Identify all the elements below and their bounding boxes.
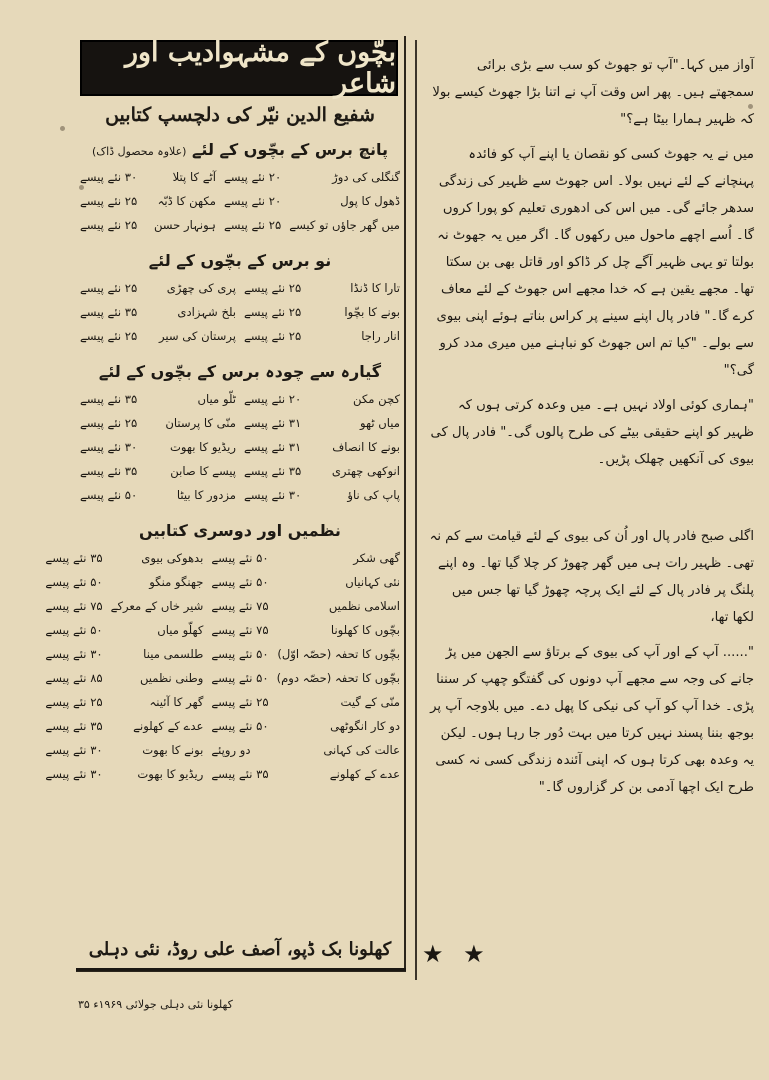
book-title: بونے کا انصاف bbox=[332, 440, 400, 454]
book-price: ۵۰ نئے پیسے bbox=[211, 575, 269, 589]
book-title: بلخ شہزادی bbox=[177, 305, 237, 319]
book-price: ۲۰ نئے پیسے bbox=[223, 170, 282, 184]
book-title: انوکھی چھتری bbox=[331, 464, 400, 478]
book-price: ۲۰ نئے پیسے bbox=[223, 194, 282, 208]
book-price: ۲۵ نئے پیسے bbox=[244, 305, 302, 319]
book-title: ڈھول کا پول bbox=[340, 194, 400, 208]
book-advertisement bbox=[45, 36, 406, 972]
book-price: ۷۵ نئے پیسے bbox=[211, 623, 269, 637]
book-row bbox=[76, 324, 404, 348]
book-row bbox=[76, 276, 404, 300]
book-price: دو روپئے bbox=[211, 743, 251, 757]
section-title bbox=[76, 140, 404, 159]
book-row bbox=[41, 546, 404, 570]
book-price: ۳۱ نئے پیسے bbox=[244, 440, 302, 454]
end-stars: ★ ★ bbox=[422, 940, 491, 968]
book-title: پاپ کی ناؤ bbox=[347, 488, 400, 502]
column-divider bbox=[415, 40, 417, 980]
book-row bbox=[41, 594, 404, 618]
book-row bbox=[76, 300, 404, 324]
book-row bbox=[76, 213, 404, 237]
book-row bbox=[76, 165, 404, 189]
book-price: ۵۰ نئے پیسے bbox=[211, 647, 269, 661]
story-column bbox=[428, 52, 754, 982]
section-title-text: نظمیں اور دوسری کتابیں bbox=[139, 521, 341, 540]
book-title: پری کی چھڑی bbox=[166, 281, 237, 295]
book-title: گھی شکر bbox=[353, 551, 400, 565]
book-title: بچّوں کا تحفہ (حصّہ اوّل) bbox=[277, 647, 400, 661]
book-price: ۳۵ نئے پیسے bbox=[80, 392, 138, 406]
book-price: ۵۰ نئے پیسے bbox=[45, 623, 103, 637]
book-price: ۲۵ نئے پیسے bbox=[80, 218, 138, 232]
book-row bbox=[41, 738, 404, 762]
story-paragraph: اگلی صبح فادر پال اور اُن کی بیوی کے لئے قیامت سے کم نہ تھی۔ ظہیر رات ہی میں گھر چھوڑ کر چلا گیا تھا۔ وہ اپنے پلنگ پر فادر پال کے لئے ایک پرچہ چھوڑ گیا تھا جس میں لکھا تھا، bbox=[429, 529, 754, 625]
section-note: (علاوہ محصول ڈاک) bbox=[92, 145, 187, 158]
book-row bbox=[41, 762, 404, 786]
ad-header: بچّوں کے مشہوادیب اور شاعر bbox=[80, 40, 398, 96]
book-price: ۳۵ نئے پیسے bbox=[80, 464, 138, 478]
publisher-address: کھلونا بک ڈپو، آصف علی روڈ، نئی دہلی bbox=[88, 939, 392, 960]
book-title: آٹے کا پتلا bbox=[172, 170, 216, 184]
book-title: ہونہار حسن bbox=[153, 218, 216, 232]
book-row bbox=[41, 714, 404, 738]
book-price: ۵۰ نئے پیسے bbox=[45, 575, 103, 589]
book-title: بونے کا بھوت bbox=[142, 743, 204, 757]
book-price: ۳۱ نئے پیسے bbox=[244, 416, 302, 430]
book-list bbox=[76, 276, 404, 348]
book-price: ۳۰ نئے پیسے bbox=[45, 767, 103, 781]
book-price: ۳۵ نئے پیسے bbox=[211, 767, 269, 781]
book-price: ۲۵ نئے پیسے bbox=[223, 218, 282, 232]
book-title: ٹلّو میاں bbox=[197, 392, 237, 406]
book-price: ۲۵ نئے پیسے bbox=[80, 416, 138, 430]
book-title: ریڈیو کا بھوت bbox=[169, 440, 237, 454]
book-row bbox=[76, 189, 404, 213]
book-price: ۲۵ نئے پیسے bbox=[211, 695, 269, 709]
book-price: ۳۵ نئے پیسے bbox=[80, 305, 138, 319]
book-price: ۳۰ نئے پیسے bbox=[45, 743, 103, 757]
section-title bbox=[76, 362, 404, 381]
book-title: بونے کا بچّوا bbox=[344, 305, 400, 319]
story-paragraph: میں نے یہ جھوٹ کسی کو نقصان یا اپنے آپ کو فائدہ پہنچانے کے لئے نہیں بولا۔ اس جھوٹ سے ظہیر کی زندگی سدھر جائے گی۔ میں اس کی ادھوری تعلیم کو پورا کروں گا۔ اُسے اچھے ماحول میں رکھوں گا۔ اگر میں یہ جھوٹ نہ بولتا تو یہی ظہیر آگے چل کر ڈاکو اور قاتل بھی بن سکتا تھا۔ مجھے یقین ہے کہ خدا مجھے اس جھوٹ کے لئے معاف کرے گا۔" فادر پال اپنے سینے پر کراس بناتے ہوئے اپنی بیوی سے بولے۔ "کیا تم اس جھوٹ کو نباہنے میں میری مدد کرو گی؟" bbox=[436, 147, 754, 378]
book-price: ۳۰ نئے پیسے bbox=[80, 440, 138, 454]
book-price: ۳۰ نئے پیسے bbox=[45, 647, 103, 661]
section-title-text: نو برس کے بچّوں کے لئے bbox=[148, 251, 332, 270]
section-title bbox=[76, 251, 404, 270]
book-title: منّی کے گیت bbox=[340, 695, 400, 709]
book-row bbox=[41, 570, 404, 594]
book-title: بدھوکی بیوی bbox=[141, 551, 204, 565]
book-row bbox=[76, 411, 404, 435]
book-title: گھر کا آئینہ bbox=[149, 695, 204, 709]
book-title: مکھن کا ڈبّہ bbox=[157, 194, 216, 208]
book-title: اسلامی نظمیں bbox=[328, 599, 400, 613]
book-title: میاں ٹھو bbox=[359, 416, 400, 430]
book-title: شیر خاں کے معرکے bbox=[110, 599, 204, 613]
book-price: ۲۵ نئے پیسے bbox=[244, 329, 302, 343]
book-title: تارا کا ڈنڈا bbox=[350, 281, 400, 295]
book-list bbox=[41, 546, 404, 786]
book-row bbox=[41, 690, 404, 714]
book-sections bbox=[45, 140, 404, 786]
book-price: ۳۰ نئے پیسے bbox=[244, 488, 302, 502]
book-row bbox=[76, 459, 404, 483]
book-price: ۲۵ نئے پیسے bbox=[45, 695, 103, 709]
book-title: انار راجا bbox=[361, 329, 400, 343]
book-title: نئی کہانیاں bbox=[345, 575, 400, 589]
book-title: کچن مکن bbox=[353, 392, 400, 406]
book-price: ۸۵ نئے پیسے bbox=[45, 671, 103, 685]
book-title: جھنگو منگو bbox=[149, 575, 204, 589]
book-title: منّی کا پرستان bbox=[165, 416, 237, 430]
story-paragraph: آواز میں کہا۔"آپ تو جھوٹ کو سب سے بڑی برائی سمجھتے ہیں۔ پھر اس وقت آپ نے اتنا بڑا جھوٹ کیسے بولا کہ ظہیر ہمارا بیٹا ہے؟" bbox=[432, 58, 754, 127]
book-price: ۵۰ نئے پیسے bbox=[211, 719, 269, 733]
book-row bbox=[76, 387, 404, 411]
book-price: ۲۵ نئے پیسے bbox=[80, 281, 138, 295]
book-row bbox=[41, 642, 404, 666]
book-price: ۳۰ نئے پیسے bbox=[80, 170, 138, 184]
book-row bbox=[41, 618, 404, 642]
book-title: پرستان کی سیر bbox=[158, 329, 237, 343]
story-paragraph: "ہماری کوئی اولاد نہیں ہے۔ میں وعدہ کرتی ہوں کہ ظہیر کو اپنے حقیقی بیٹے کی طرح پالوں گی۔" فادر پال کی بیوی کی آنکھیں چھلک پڑیں۔ bbox=[430, 398, 754, 467]
book-price: ۵۰ نئے پیسے bbox=[80, 488, 138, 502]
book-row bbox=[41, 666, 404, 690]
book-price: ۳۵ نئے پیسے bbox=[45, 551, 103, 565]
book-row bbox=[76, 483, 404, 507]
book-price: ۲۰ نئے پیسے bbox=[244, 392, 302, 406]
book-title: طلسمی مینا bbox=[143, 647, 204, 661]
book-title: وطنی نظمیں bbox=[139, 671, 204, 685]
page-folio: کھلونا نئی دہلی جولائی ۱۹۶۹ء ۳۵ bbox=[78, 998, 233, 1011]
book-title: مزدور کا بیٹا bbox=[176, 488, 237, 502]
book-price: ۲۵ نئے پیسے bbox=[244, 281, 302, 295]
book-title: کھلّو میاں bbox=[157, 623, 204, 637]
book-price: ۷۵ نئے پیسے bbox=[211, 599, 269, 613]
book-title: عدے کے کھلونے bbox=[133, 719, 204, 733]
book-price: ۲۵ نئے پیسے bbox=[80, 329, 138, 343]
ad-bottom-rule bbox=[76, 968, 406, 971]
book-price: ۳۵ نئے پیسے bbox=[244, 464, 302, 478]
book-title: عالت کی کہانی bbox=[323, 743, 400, 757]
paper-speck bbox=[60, 126, 65, 131]
book-price: ۵۰ نئے پیسے bbox=[211, 551, 269, 565]
book-title: دو کار انگوٹھی bbox=[330, 719, 400, 733]
section-title-text: گیارہ سے چودہ برس کے بچّوں کے لئے bbox=[98, 362, 382, 381]
book-row bbox=[76, 435, 404, 459]
book-price: ۷۵ نئے پیسے bbox=[45, 599, 103, 613]
book-title: بچّوں کا تحفہ (حصّہ دوم) bbox=[276, 671, 400, 685]
book-list bbox=[76, 387, 404, 507]
book-title: عدے کے کھلونے bbox=[329, 767, 400, 781]
book-title: پیسے کا صابن bbox=[170, 464, 237, 478]
book-price: ۳۵ نئے پیسے bbox=[45, 719, 103, 733]
book-title: ریڈیو کا بھوت bbox=[137, 767, 204, 781]
book-price: ۵۰ نئے پیسے bbox=[211, 671, 269, 685]
section-title-text: پانچ برس کے بچّوں کے لئے bbox=[192, 140, 388, 159]
book-title: گنگلی کی دوڑ bbox=[332, 170, 400, 184]
ad-subheader: شفیع الدین نیّر کی دلچسپ کتابیں bbox=[105, 104, 375, 126]
book-title: میں گھر جاؤں تو کیسے bbox=[289, 218, 400, 232]
story-paragraph: "...... آپ کے اور آپ کی بیوی کے برتاؤ سے الجھن میں پڑ جانے کی وجہ سے مجھے آپ دونوں کی گفتگو چھپ کر سننا پڑی۔ خدا آپ کو آپ کی نیکی کا پھل دے۔ میں بلاوجہ آپ پر بوجھ بننا پسند نہیں کرتا میں بہت دُور جا رہا ہوں۔ لیکن یہ وعدہ بھی کرتا ہوں کہ اپنی آئندہ زندگی کسی نہ کسی طرح ایک اچھا آدمی بن کر گزاروں گا۔" bbox=[430, 645, 754, 795]
section-title bbox=[76, 521, 404, 540]
book-list bbox=[76, 165, 404, 237]
book-price: ۲۵ نئے پیسے bbox=[80, 194, 138, 208]
book-title: بچّوں کا کھلونا bbox=[330, 623, 400, 637]
